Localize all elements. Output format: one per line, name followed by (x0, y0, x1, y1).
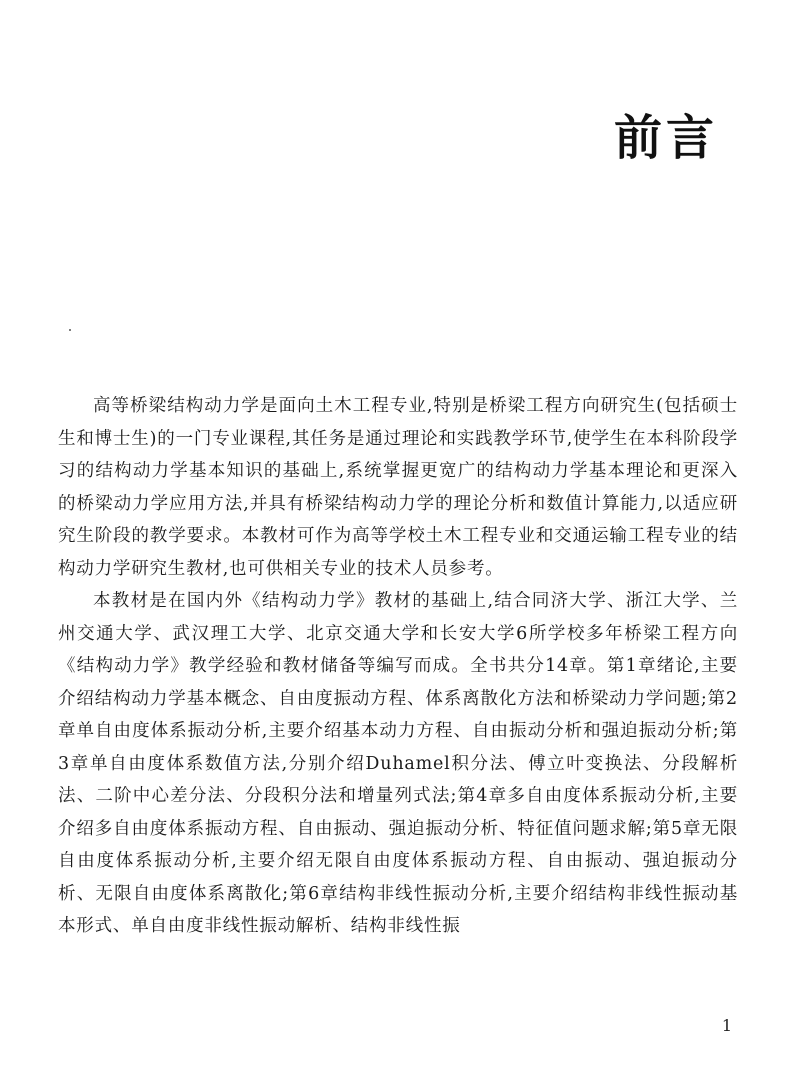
paragraph-2: 本教材是在国内外《结构动力学》教材的基础上,结合同济大学、浙江大学、兰州交通大学、武汉理工大学、北京交通大学和长安大学6所学校多年桥梁工程方向《结构动力学》教学经验和教材储备等编写而成。全书共分14章。第1章绪论,主要介绍结构动力学基本概念、自由度振动方程、体系离散化方法和桥梁动力学问题;第2章单自由度体系振动分析,主要介绍基本动力方程、自由振动分析和强迫振动分析;第3章单自由度体系数值方法,分别介绍Duhamel积分法、傅立叶变换法、分段解析法、二阶中心差分法、分段积分法和增量列式法;第4章多自由度体系振动分析,主要介绍多自由度体系振动方程、自由振动、强迫振动分析、特征值问题求解;第5章无限自由度体系振动分析,主要介绍无限自由度体系振动方程、自由振动、强迫振动分析、无限自由度体系离散化;第6章结构非线性振动分析,主要介绍结构非线性振动基本形式、单自由度非线性振动解析、结构非线性振 (58, 591, 738, 936)
page-number: 1 (721, 1016, 732, 1035)
print-speck (69, 329, 71, 331)
body-text (58, 390, 738, 943)
page-title: 前言 (613, 110, 718, 166)
paragraph-1: 高等桥梁结构动力学是面向土木工程专业,特别是桥梁工程方向研究生(包括硕士生和博士生)的一门专业课程,其任务是通过理论和实践教学环节,使学生在本科阶段学习的结构动力学基本知识的基础上,系统掌握更宽广的结构动力学基本理论和更深入的桥梁动力学应用方法,并具有桥梁结构动力学的理论分析和数值计算能力,以适应研究生阶段的教学要求。本教材可作为高等学校土木工程专业和交通运输工程专业的结构动力学研究生教材,也可供相关专业的技术人员参考。 (58, 396, 738, 579)
